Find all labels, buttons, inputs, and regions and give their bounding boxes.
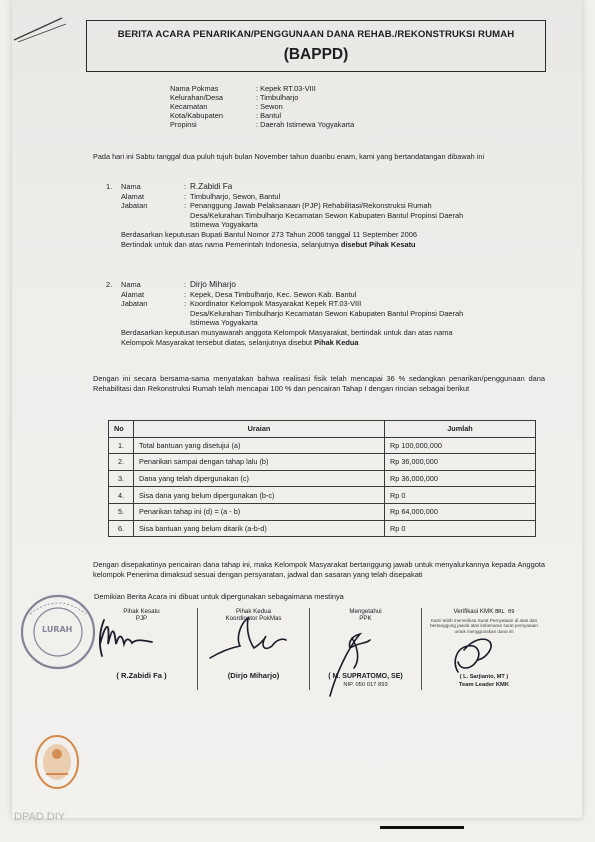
statement-paragraph: Dengan ini secara bersama-sama menyatakan bahwa realisasi fisik telah mencapai 36 % sedangkan penarikan/penggunaan dana Rehabilitasi dan Rekonstruksi Rumah telah mencapai 100 % dan pencairan Tahap I dengan rincian sebagai berikut [93,374,545,393]
identity-row: Propinsi : Daerah Istimewa Yogyakarta [170,120,355,129]
identity-row: Kelurahan/Desa : Timbulharjo [170,93,299,102]
disbursement-table [108,420,536,537]
signature-name: ( M. SUPRATOMO, SE) [328,673,403,680]
table-row: 4. Sisa dana yang belum dipergunakan (b-c) Rp 0 [109,487,536,504]
party-one-acting: Bertindak untuk dan atas nama Pemerintah Indonesia, selanjutnya disebut Pihak Kesatu [121,239,416,249]
closing-statement: Demikian Berita Acara ini dibuat untuk dipergunakan sebagaimana mestinya [94,592,344,601]
party-one-address: Timbulharjo, Sewon, Bantul [190,191,281,201]
title-box [86,20,546,72]
table-row: 3. Dana yang telah dipergunakan (c) Rp 36,000,000 [109,470,536,487]
signature-ppk: Mengetahui PPK ( M. SUPRATOMO, SE) NIP. 050 017 893 [310,608,422,690]
document-acronym: (BAPPD) [283,46,349,63]
party-two-block: 2. Nama : Dirjo Miharjo Alamat : Kepek, Desa Timbulharjo, Kec. Sewon Kab. Bantul Jabatan : Koordinator Kelompok Masyarakat Kepek RT.03-VIII Desa/Kelurahan Timbulharjo Kecamatan Sewon Kabupaten Bantul Propinsi Daerah Istimewa Yogyakarta Berdasarkan keputusan musyawarah anggota Kelompok Masyarakat, bertindak untuk dan atas nama Kelompok Masyarakat tersebut diatas, selanjutnya disebut Pihak Kedua [106,280,546,347]
table-row: 2. Penarikan sampai dengan tahap lalu (b) Rp 36,000,000 [109,454,536,471]
signature-title: Team Leader KMK [458,682,510,688]
watermark: DPAD DIY [14,811,66,823]
stamp-text: LURAH [42,625,73,634]
verification-text: Kami telah memeriksa Surat Pernyataan di atas dan bertanggung jawab atas kebenaran surat pernyataan untuk menggunakan dana ini [430,618,538,634]
opening-paragraph: Pada hari ini Sabtu tanggal dua puluh tujuh bulan November tahun duaribu enam, kami yang bertandatangan dibawah ini [93,152,485,161]
signature-stroke-three [330,634,370,696]
document-page [12,0,582,818]
header-jumlah: Jumlah [385,421,536,438]
identity-row: Kota/Kabupaten : Bantul [170,111,282,120]
table-row: 1. Total bantuan yang disetujui (a) Rp 100,000,000 [109,437,536,454]
party-two-name: Dirjo Miharjo [190,280,236,289]
header-uraian: Uraian [134,421,385,438]
signature-nip: NIP. 050 017 893 [343,682,388,688]
corner-mark [12,14,72,44]
identity-row: Nama Pokmas : Kepek RT.03-VIII [170,84,316,93]
party-one-block: 1. Nama : R.Zabidi Fa Alamat : Timbulharjo, Sewon, Bantul Jabatan : Penanggung Jawab Pelaksanaan (PJP) Rehabilitasi/Rekonstruksi Rumah Desa/Kelurahan Timbulharjo Kecamatan Sewon Kabupaten Bantul Propinsi Daerah Istimewa Yogyakarta Berdasarkan keputusan Bupati Bantul Nomor 273 Tahun 2006 tanggal 11 September 2006 Bertindak untuk dan atas nama Pemerintah Indonesia, selanjutnya disebut Pihak Kesatu [106,182,546,249]
party-two-basis: Berdasarkan keputusan musyawarah anggota Kelompok Masyarakat, bertindak untuk dan atas nama [121,327,453,337]
closing-paragraph: Dengan disepakatinya pencairan dana tahap ini, maka Kelompok Masyarakat bertanggung jawab untuk menyalurkannya kepada Anggota kelompok Penerima dimaksud sesuai dengan persyaratan, jadwal dan sasaran yang telah disepakati [93,560,545,579]
bottom-bar [380,826,464,829]
document-title: BERITA ACARA PENARIKAN/PENGGUNAAN DANA REHAB./REKONSTRUKSI RUMAH [117,29,515,40]
verification-mark: BRL 09 [495,609,515,615]
signature-name: (Dirjo Miharjo) [227,671,280,680]
emblem-icon [34,730,80,792]
table-row: 6. Sisa bantuan yang belum ditarik (a-b-d) Rp 0 [109,520,536,537]
party-two-designation: Pihak Kedua [314,337,359,347]
table-row: 5. Penarikan tahap ini (d) = (a - b) Rp 64,000,000 [109,503,536,520]
header-no: No [109,421,134,438]
signature-verifier: Verifikasi KMK BRL 09 Kami telah memeriksa Surat Pernyataan di atas dan bertanggung jawab atas kebenaran surat pernyataan untuk menggunakan dana ini ( L. Sarjianto, MT ) Team Leader KMK [422,608,546,690]
party-one-designation: disebut Pihak Kesatu [340,239,416,249]
signature-name: ( L. Sarjianto, MT ) [459,674,509,680]
signature-party-one: Pihak Kesatu PJP ( R.Zabidi Fa ) [86,608,198,690]
party-two-address: Kepek, Desa Timbulharjo, Kec. Sewon Kab. Bantul [190,289,357,299]
party-one-name: R.Zabidi Fa [190,182,233,191]
signature-name: ( R.Zabidi Fa ) [116,671,167,680]
signature-stroke-four [455,639,491,672]
signature-stroke-two [210,618,286,658]
identity-block [170,84,354,129]
party-one-basis: Berdasarkan keputusan Bupati Bantul Nomor 273 Tahun 2006 tanggal 11 September 2006 [121,229,417,239]
party-two-position: Koordinator Kelompok Masyarakat Kepek RT.03-VIII [190,299,362,309]
lurah-stamp [22,596,94,668]
signatures-graphic [12,580,582,700]
signature-stroke-one [100,620,152,656]
party-one-position: Penanggung Jawab Pelaksanaan (PJP) Rehabilitasi/Rekonstruksi Rumah [190,201,432,211]
table-header-row [109,421,536,438]
signature-party-two: Pihak Kedua Koordinator PokMas (Dirjo Miharjo) [198,608,310,690]
identity-row: Kecamatan : Sewon [170,102,283,111]
